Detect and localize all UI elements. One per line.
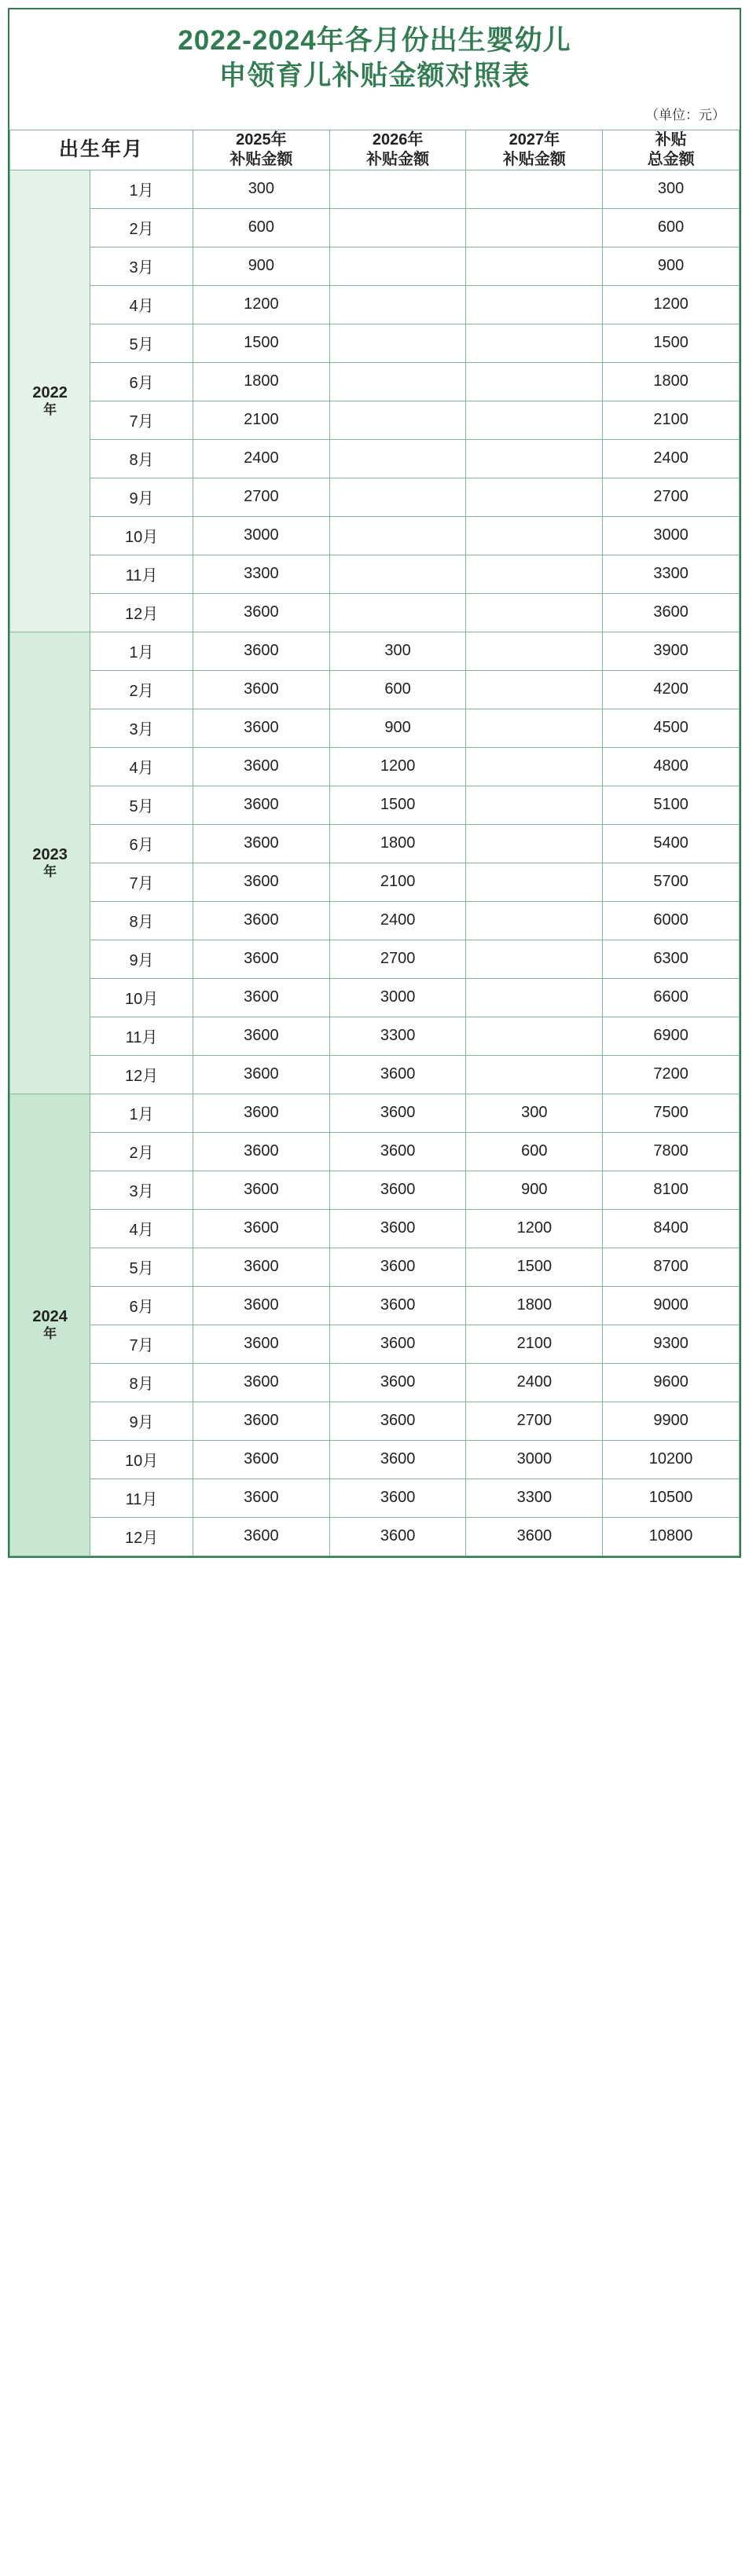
cell-total-amount: 9600 [603,1363,740,1402]
cell-2026-amount [329,247,466,285]
cell-total-amount: 9900 [603,1402,740,1440]
cell-2027-amount [466,555,603,593]
title-block [9,9,740,99]
cell-2026-amount: 3600 [329,1055,466,1094]
year-group-value: 2024 [32,1307,68,1325]
cell-total-amount: 9000 [603,1286,740,1325]
cell-month: 2月 [90,1132,193,1171]
table-row [10,786,740,824]
column-header-2026 [329,130,466,170]
cell-total-amount: 7500 [603,1094,740,1132]
column-header-2026-line2: 补贴金额 [366,150,430,168]
table-row [10,978,740,1017]
cell-2026-amount: 3600 [329,1402,466,1440]
cell-2025-amount: 3600 [193,709,330,747]
cell-month: 1月 [90,170,193,208]
cell-2025-amount: 3600 [193,1517,330,1555]
subsidy-table-sheet [8,8,741,1558]
table-row [10,324,740,362]
cell-2026-amount: 2100 [329,863,466,901]
cell-total-amount: 2700 [603,478,740,516]
year-group-suffix: 年 [43,401,57,417]
cell-2027-amount [466,863,603,901]
cell-2025-amount: 3600 [193,1325,330,1363]
table-row [10,1517,740,1555]
cell-2026-amount: 3600 [329,1286,466,1325]
table-row [10,516,740,555]
cell-2026-amount: 2700 [329,940,466,978]
cell-2027-amount: 2700 [466,1402,603,1440]
cell-2027-amount [466,632,603,670]
page-title-line1: 2022-2024年各月份出生婴幼儿 [178,25,571,56]
table-row [10,901,740,940]
cell-2027-amount [466,978,603,1017]
cell-2026-amount: 3600 [329,1248,466,1286]
cell-2025-amount: 3600 [193,1286,330,1325]
cell-2027-amount [466,478,603,516]
cell-2025-amount: 3600 [193,632,330,670]
cell-month: 6月 [90,362,193,401]
table-row [10,824,740,863]
cell-total-amount: 10500 [603,1479,740,1517]
cell-2027-amount [466,208,603,247]
cell-month: 1月 [90,1094,193,1132]
cell-month: 6月 [90,824,193,863]
cell-2026-amount: 1800 [329,824,466,863]
cell-2026-amount: 900 [329,709,466,747]
cell-2025-amount: 300 [193,170,330,208]
table-row [10,1055,740,1094]
table-row [10,709,740,747]
cell-total-amount: 7800 [603,1132,740,1171]
cell-total-amount: 1800 [603,362,740,401]
cell-2027-amount: 600 [466,1132,603,1171]
cell-2026-amount [329,555,466,593]
cell-month: 2月 [90,208,193,247]
cell-total-amount: 7200 [603,1055,740,1094]
cell-total-amount: 5700 [603,863,740,901]
cell-2027-amount [466,593,603,632]
cell-2027-amount: 1200 [466,1209,603,1248]
cell-2026-amount: 3000 [329,978,466,1017]
cell-2026-amount: 600 [329,670,466,709]
year-group-suffix: 年 [43,1325,57,1341]
table-row [10,1479,740,1517]
table-row [10,1248,740,1286]
table-row [10,401,740,439]
cell-month: 11月 [90,1479,193,1517]
cell-month: 3月 [90,709,193,747]
table-row [10,632,740,670]
cell-2027-amount [466,786,603,824]
cell-month: 4月 [90,1209,193,1248]
cell-total-amount: 300 [603,170,740,208]
cell-total-amount: 2100 [603,401,740,439]
page-title-line2: 申领育儿补贴金额对照表 [218,60,531,91]
cell-total-amount: 1500 [603,324,740,362]
column-header-2026-line1: 2026年 [372,130,424,148]
cell-2026-amount: 3600 [329,1325,466,1363]
cell-month: 8月 [90,439,193,478]
cell-2027-amount: 3300 [466,1479,603,1517]
cell-2026-amount: 1500 [329,786,466,824]
cell-2027-amount: 3000 [466,1440,603,1479]
cell-2026-amount: 3600 [329,1517,466,1555]
cell-month: 11月 [90,1017,193,1055]
cell-total-amount: 6600 [603,978,740,1017]
cell-2025-amount: 3600 [193,1132,330,1171]
column-header-total-line1: 补贴 [655,130,687,148]
cell-month: 8月 [90,1363,193,1402]
cell-2025-amount: 1500 [193,324,330,362]
cell-2026-amount [329,324,466,362]
cell-2027-amount [466,401,603,439]
table-row [10,1440,740,1479]
column-header-2025 [193,130,330,170]
year-group-label-2024 [10,1094,90,1555]
cell-total-amount: 5400 [603,824,740,863]
cell-2026-amount [329,516,466,555]
table-row [10,670,740,709]
cell-2026-amount: 1200 [329,747,466,786]
table-header-row [10,130,740,170]
cell-total-amount: 3900 [603,632,740,670]
cell-month: 7月 [90,401,193,439]
column-header-birth-month: 出生年月 [10,130,193,170]
table-row [10,940,740,978]
cell-month: 12月 [90,1055,193,1094]
cell-total-amount: 3300 [603,555,740,593]
table-header [10,130,740,170]
year-group-suffix: 年 [43,863,57,879]
cell-2026-amount: 3600 [329,1440,466,1479]
cell-2025-amount: 3600 [193,978,330,1017]
cell-month: 5月 [90,324,193,362]
cell-2025-amount: 3600 [193,1094,330,1132]
table-row [10,1094,740,1132]
table-row [10,170,740,208]
year-group-label-2022 [10,170,90,632]
cell-total-amount: 5100 [603,786,740,824]
cell-month: 12月 [90,593,193,632]
cell-2025-amount: 3600 [193,670,330,709]
cell-2025-amount: 900 [193,247,330,285]
cell-month: 12月 [90,1517,193,1555]
cell-2026-amount: 3600 [329,1363,466,1402]
cell-2027-amount: 1500 [466,1248,603,1286]
cell-2026-amount: 3600 [329,1209,466,1248]
cell-2026-amount: 2400 [329,901,466,940]
cell-total-amount: 6900 [603,1017,740,1055]
subsidy-table [9,130,740,1556]
cell-2026-amount [329,593,466,632]
cell-total-amount: 10200 [603,1440,740,1479]
cell-2025-amount: 3600 [193,1479,330,1517]
cell-month: 4月 [90,747,193,786]
cell-2025-amount: 3600 [193,1209,330,1248]
table-row [10,1017,740,1055]
cell-2026-amount [329,478,466,516]
cell-month: 6月 [90,1286,193,1325]
cell-2025-amount: 3300 [193,555,330,593]
cell-total-amount: 600 [603,208,740,247]
cell-2025-amount: 3600 [193,1363,330,1402]
cell-2026-amount: 3600 [329,1171,466,1209]
cell-2027-amount: 2100 [466,1325,603,1363]
cell-2025-amount: 3600 [193,863,330,901]
cell-total-amount: 4200 [603,670,740,709]
cell-month: 7月 [90,863,193,901]
year-group-value: 2022 [32,383,68,401]
cell-total-amount: 3000 [603,516,740,555]
cell-month: 5月 [90,1248,193,1286]
cell-2027-amount [466,940,603,978]
table-row [10,208,740,247]
year-group-label-2023 [10,632,90,1094]
cell-2025-amount: 2700 [193,478,330,516]
cell-2027-amount [466,670,603,709]
cell-2026-amount: 3300 [329,1017,466,1055]
cell-2027-amount [466,362,603,401]
cell-2026-amount: 3600 [329,1132,466,1171]
column-header-2025-line1: 2025年 [236,130,287,148]
cell-2025-amount: 2100 [193,401,330,439]
cell-month: 2月 [90,670,193,709]
cell-total-amount: 8400 [603,1209,740,1248]
cell-total-amount: 2400 [603,439,740,478]
cell-total-amount: 900 [603,247,740,285]
table-row [10,478,740,516]
cell-2026-amount [329,170,466,208]
table-row [10,285,740,324]
cell-2027-amount [466,439,603,478]
cell-2027-amount [466,747,603,786]
cell-total-amount: 6300 [603,940,740,978]
cell-2025-amount: 600 [193,208,330,247]
cell-2025-amount: 3600 [193,1055,330,1094]
cell-month: 3月 [90,247,193,285]
column-header-2027-line1: 2027年 [509,130,560,148]
cell-month: 9月 [90,1402,193,1440]
cell-2027-amount [466,1017,603,1055]
cell-month: 4月 [90,285,193,324]
cell-month: 8月 [90,901,193,940]
cell-2027-amount: 1800 [466,1286,603,1325]
table-row [10,247,740,285]
table-row [10,555,740,593]
table-row [10,747,740,786]
cell-2027-amount: 3600 [466,1517,603,1555]
cell-month: 10月 [90,978,193,1017]
cell-month: 9月 [90,940,193,978]
table-row [10,593,740,632]
table-row [10,439,740,478]
cell-2027-amount [466,324,603,362]
cell-2025-amount: 3000 [193,516,330,555]
cell-2026-amount [329,285,466,324]
cell-2025-amount: 3600 [193,1248,330,1286]
cell-total-amount: 4800 [603,747,740,786]
cell-total-amount: 4500 [603,709,740,747]
cell-total-amount: 6000 [603,901,740,940]
table-row [10,1402,740,1440]
cell-total-amount: 9300 [603,1325,740,1363]
table-row [10,1171,740,1209]
cell-2026-amount: 300 [329,632,466,670]
table-row [10,1325,740,1363]
cell-2026-amount [329,439,466,478]
cell-2027-amount [466,1055,603,1094]
cell-month: 1月 [90,632,193,670]
table-row [10,362,740,401]
cell-2025-amount: 3600 [193,1017,330,1055]
cell-2027-amount: 2400 [466,1363,603,1402]
column-header-total-line2: 总金额 [647,150,695,168]
cell-2025-amount: 3600 [193,1440,330,1479]
cell-month: 10月 [90,1440,193,1479]
cell-2026-amount: 3600 [329,1479,466,1517]
cell-2027-amount: 300 [466,1094,603,1132]
column-header-2027-line2: 补贴金额 [502,150,566,168]
cell-total-amount: 10800 [603,1517,740,1555]
cell-2025-amount: 3600 [193,593,330,632]
cell-2025-amount: 3600 [193,747,330,786]
cell-month: 9月 [90,478,193,516]
year-group-value: 2023 [32,845,68,863]
cell-2027-amount: 900 [466,1171,603,1209]
cell-2025-amount: 3600 [193,824,330,863]
cell-2027-amount [466,247,603,285]
cell-2027-amount [466,516,603,555]
cell-month: 11月 [90,555,193,593]
unit-note: （单位：元） [645,107,725,123]
cell-month: 5月 [90,786,193,824]
table-row [10,863,740,901]
cell-2025-amount: 3600 [193,901,330,940]
cell-2025-amount: 3600 [193,1402,330,1440]
cell-month: 7月 [90,1325,193,1363]
table-row [10,1132,740,1171]
cell-2025-amount: 1200 [193,285,330,324]
cell-2027-amount [466,824,603,863]
cell-total-amount: 3600 [603,593,740,632]
cell-month: 3月 [90,1171,193,1209]
column-header-2025-line2: 补贴金额 [229,150,293,168]
cell-2026-amount: 3600 [329,1094,466,1132]
cell-month: 10月 [90,516,193,555]
column-header-2027 [466,130,603,170]
table-row [10,1286,740,1325]
cell-2027-amount [466,170,603,208]
table-body [10,170,740,1555]
cell-total-amount: 8100 [603,1171,740,1209]
cell-2027-amount [466,285,603,324]
cell-2025-amount: 1800 [193,362,330,401]
cell-2025-amount: 2400 [193,439,330,478]
cell-2027-amount [466,709,603,747]
cell-total-amount: 8700 [603,1248,740,1286]
cell-2025-amount: 3600 [193,1171,330,1209]
table-row [10,1363,740,1402]
cell-2025-amount: 3600 [193,786,330,824]
table-row [10,1209,740,1248]
column-header-total [603,130,740,170]
cell-2026-amount [329,362,466,401]
cell-2027-amount [466,901,603,940]
cell-2026-amount [329,401,466,439]
cell-2025-amount: 3600 [193,940,330,978]
cell-2026-amount [329,208,466,247]
cell-total-amount: 1200 [603,285,740,324]
